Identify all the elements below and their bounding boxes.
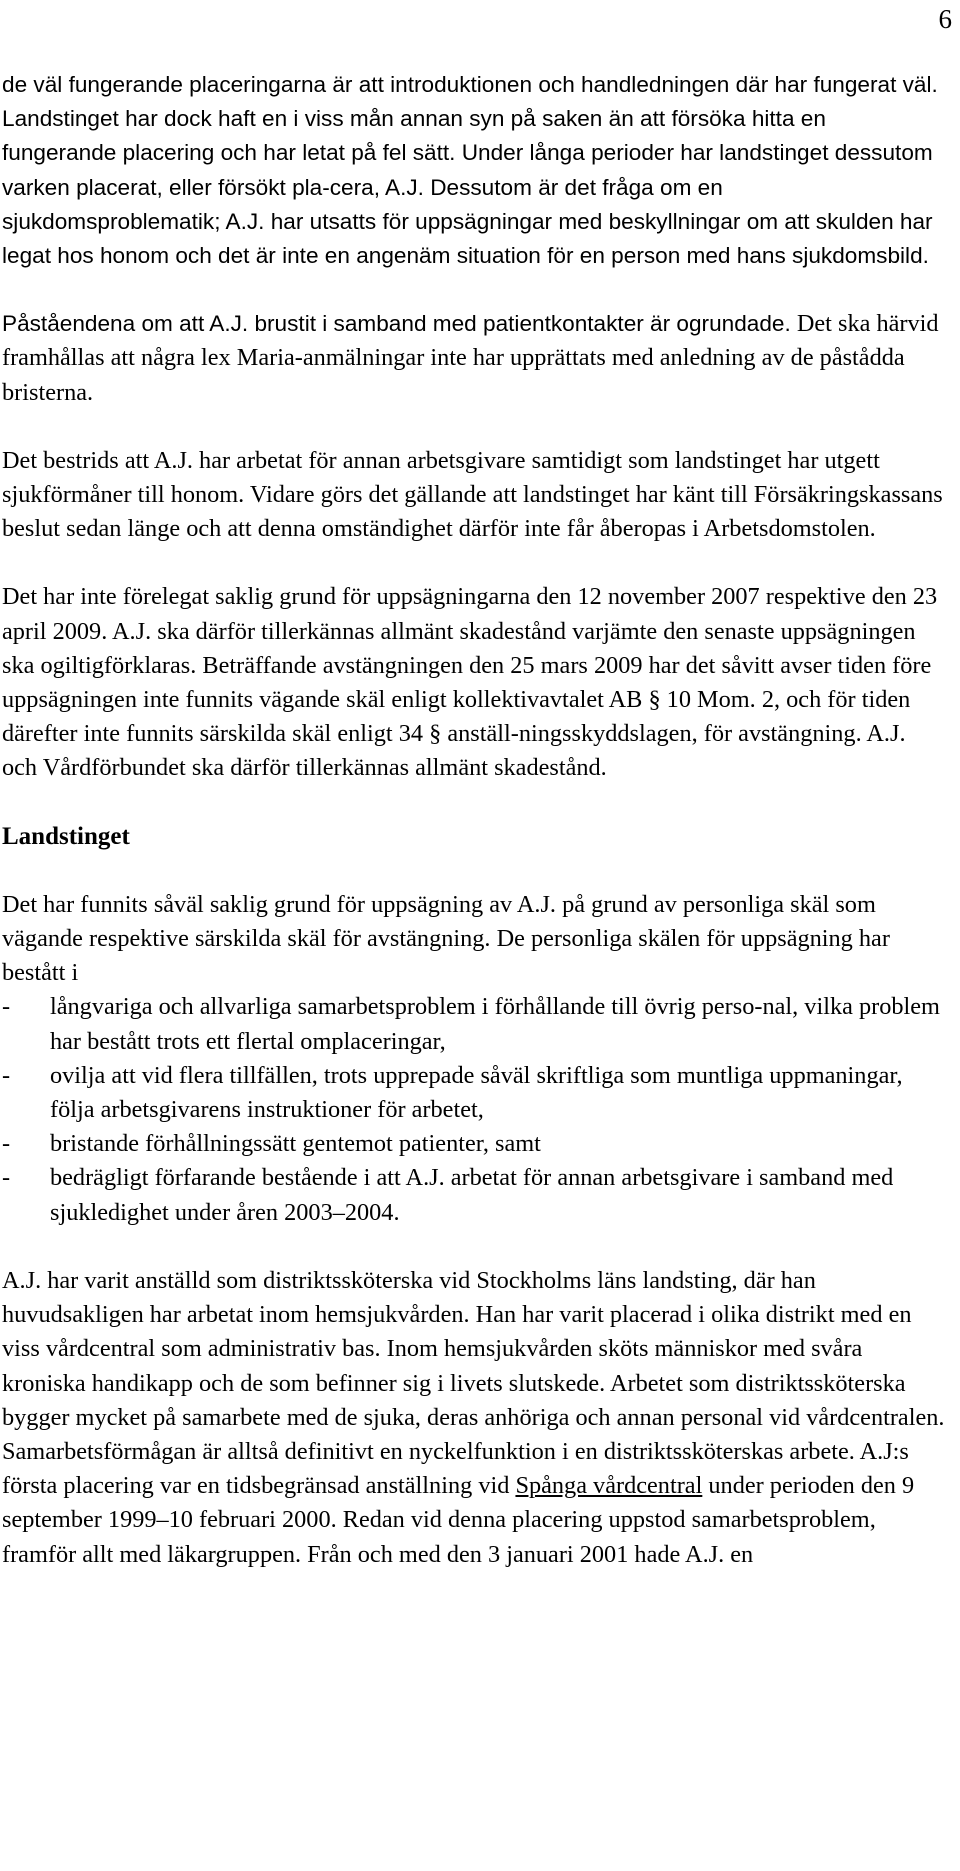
- list-item: [0, 1059, 945, 1127]
- list-dash: -: [2, 1061, 11, 1089]
- spanga-vardcentral-link[interactable]: Spånga vårdcentral: [515, 1472, 703, 1500]
- paragraph-gap: [0, 273, 945, 307]
- paragraph-gap: [0, 546, 945, 580]
- paragraph-6: [0, 1264, 945, 1572]
- paragraph-1: de väl fungerande placeringarna är att introduktionen och handledningen där har fungerat väl. Landstinget har dock haft en i viss mån annan syn på saken än att försöka hitta en fungerande placering och har letat på fel sätt. Under långa perioder har landstinget dessutom varken placerat, eller försökt pla-cera, A.J. Dessutom är det fråga om en sjukdomsproblematik; A.J. har utsatts för uppsägningar med beskyllningar om att skulden har legat hos honom och det är inte en angenäm situation för en person med hans sjukdomsbild.: [2, 72, 938, 269]
- list-item: [0, 990, 945, 1058]
- paragraph-gap: [0, 854, 945, 888]
- paragraph-gap: [0, 410, 945, 444]
- list-dash: -: [2, 1130, 11, 1158]
- document-body: [0, 68, 945, 1572]
- paragraph-gap: [0, 786, 945, 820]
- list-item-text: ovilja att vid flera tillfällen, trots upprepade såväl skriftliga som muntliga uppmaningar, följa arbetsgivarens instruktioner för arbetet,: [50, 1061, 903, 1124]
- paragraph-2-serif-text: Det ska härvid framhållas att några lex Maria-anmälningar inte har upprättats med anledning av de påstådda bristerna.: [2, 310, 939, 406]
- list-item: [0, 1127, 945, 1161]
- list-dash: -: [2, 1164, 11, 1192]
- paragraph-4: Det har inte förelegat saklig grund för uppsägningarna den 12 november 2007 respektive den 23 april 2009. A.J. ska därför tillerkännas allmänt skadestånd varjämte den senaste uppsägningen ska ogiltigförklaras. Beträffande avstängningen den 25 mars 2009 har det såvitt avser tiden före uppsägningen inte funnits vägande skäl enligt kollektivavtalet AB § 10 Mom. 2, och för tiden därefter inte funnits särskilda skäl enligt 34 § anställ-ningsskyddslagen, för avstängning. A.J. och Vårdförbundet ska därför tillerkännas allmänt skadestånd.: [2, 583, 938, 782]
- paragraph-2: [0, 307, 945, 410]
- paragraph-5: Det har funnits såväl saklig grund för uppsägning av A.J. på grund av personliga skäl som vägande respektive särskilda skäl för avstängning. De personliga skälen för uppsägning har bestått i: [2, 890, 890, 987]
- list-item-text: långvariga och allvarliga samarbetsproblem i förhållande till övrig perso-nal, vilka problem har bestått trots ett flertal omplaceringar,: [50, 993, 940, 1055]
- paragraph-6-text-start: A.J. har varit anställd som distriktssköterska vid Stockholms läns landsting, där han huvudsakligen har arbetat inom hemsjukvården. Han har varit placerad i olika distrikt med en viss vårdcentral som administrativ bas. Inom hemsjukvården sköts människor med svåra kroniska handikapp och de som befinner sig i livets slutskede. Arbetet som distriktssköterska bygger mycket på samarbete med de sjuka, deras anhöriga och annan personal vid vårdcentralen. Samarbetsförmågan är alltså definitivt en nyckelfunktion i en distriktssköterskas arbete. A.J:s första placering var en tidsbegränsad anställning vid: [2, 1266, 945, 1500]
- paragraph-3: Det bestrids att A.J. har arbetat för annan arbetsgivare samtidigt som landstinget har utgett sjukförmåner till honom. Vidare görs det gällande att landstinget har känt till Försäkringskassans beslut sedan länge och att denna omständighet därför inte får åberopas i Arbetsdomstolen.: [2, 446, 943, 543]
- list-item: [0, 1161, 945, 1229]
- paragraph-6-text-end: under perioden den 9 september 1999–10 februari 2000. Redan vid denna placering uppstod samarbetsproblem, framför allt med läkargruppen. Från och med den 3 januari 2001 hade A.J. en: [2, 1472, 915, 1568]
- paragraph-2-sans-text: Påståendena om att A.J. brustit i samband med patientkontakter är ogrundade.: [2, 311, 791, 337]
- list-dash: -: [2, 993, 11, 1021]
- section-heading: Landstinget: [2, 822, 130, 850]
- list-item-text: bristande förhållningssätt gentemot patienter, samt: [50, 1130, 541, 1158]
- list-item-text: bedrägligt förfarande bestående i att A.J. arbetat för annan arbetsgivare i samband med sjukledighet under åren 2003–2004.: [50, 1164, 894, 1226]
- reasons-list: [0, 990, 945, 1229]
- page-number: 6: [938, 4, 952, 34]
- paragraph-gap: [0, 1230, 945, 1264]
